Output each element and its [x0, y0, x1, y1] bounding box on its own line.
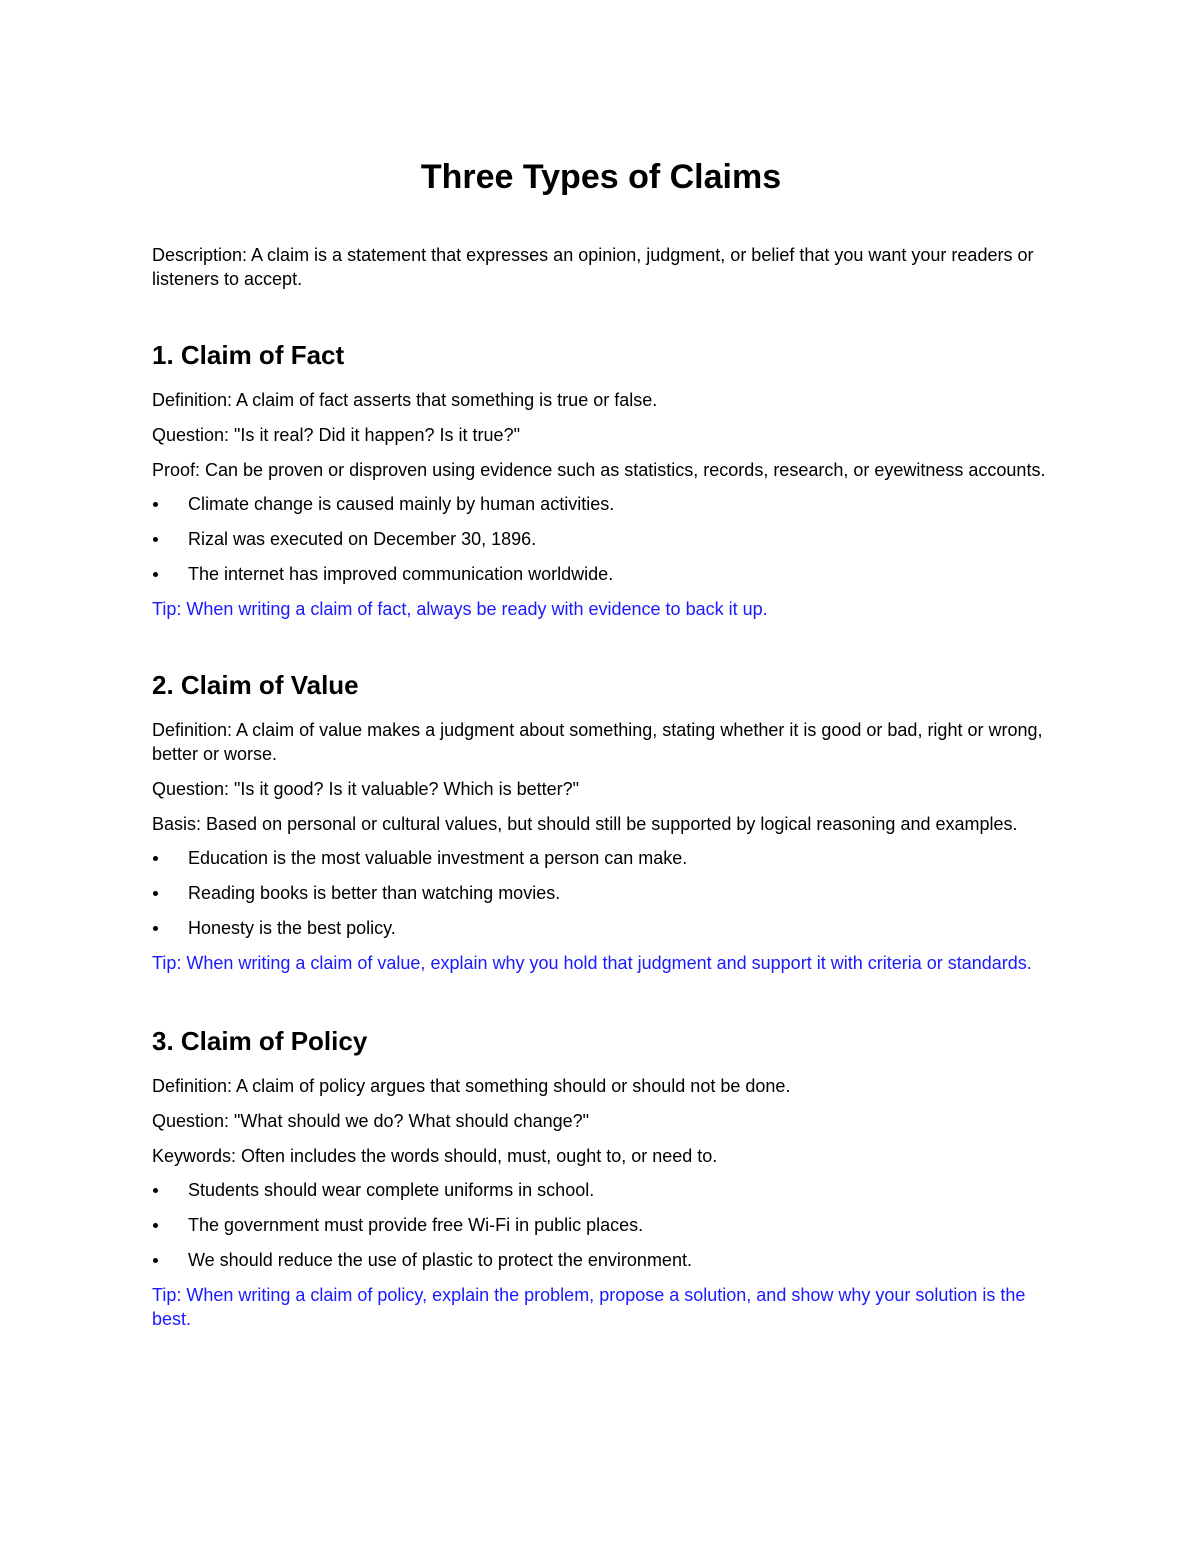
- list-item: [152, 1178, 1050, 1202]
- list-item-text: Reading books is better than watching movies.: [188, 883, 561, 903]
- list-item: [152, 916, 1050, 940]
- list-item: [152, 881, 1050, 905]
- list-item: [152, 1213, 1050, 1237]
- bullet-icon: [153, 856, 158, 861]
- list-item: [152, 492, 1050, 516]
- section-heading: 1. Claim of Fact: [152, 340, 345, 370]
- list-item: [152, 562, 1050, 586]
- list-item-text: The internet has improved communication worldwide.: [188, 564, 614, 584]
- bullet-icon: [153, 537, 158, 542]
- section-claim-of-fact: [152, 339, 1050, 621]
- bullet-icon: [153, 502, 158, 507]
- proof-text: Proof: Can be proven or disproven using evidence such as statistics, records, research, or eyewitness accounts.: [152, 460, 1046, 480]
- list-item-text: Climate change is caused mainly by human activities.: [188, 494, 615, 514]
- tip-text: Tip: When writing a claim of fact, always be ready with evidence to back it up.: [152, 599, 768, 619]
- definition-text: Definition: A claim of value makes a judgment about something, stating whether it is good or bad, right or wrong, better or worse.: [152, 720, 1043, 764]
- list-item-text: Students should wear complete uniforms in school.: [188, 1180, 595, 1200]
- list-item-text: Rizal was executed on December 30, 1896.: [188, 529, 537, 549]
- list-item: [152, 1248, 1050, 1272]
- list-item-text: The government must provide free Wi-Fi in public places.: [188, 1215, 644, 1235]
- examples-list: [152, 846, 1050, 940]
- bullet-icon: [153, 1188, 158, 1193]
- question-text: Question: "Is it real? Did it happen? Is it true?": [152, 425, 520, 445]
- question-text: Question: "Is it good? Is it valuable? Which is better?": [152, 779, 579, 799]
- tip-text: Tip: When writing a claim of value, explain why you hold that judgment and support it with criteria or standards.: [152, 953, 1032, 973]
- list-item: [152, 527, 1050, 551]
- basis-text: Basis: Based on personal or cultural values, but should still be supported by logical reasoning and examples.: [152, 814, 1018, 834]
- bullet-icon: [153, 572, 158, 577]
- bullet-icon: [153, 1258, 158, 1263]
- document-description: Description: A claim is a statement that expresses an opinion, judgment, or belief that you want your readers or listeners to accept.: [152, 245, 1034, 289]
- examples-list: [152, 1178, 1050, 1272]
- section-claim-of-value: [152, 669, 1050, 975]
- tip-text: Tip: When writing a claim of policy, explain the problem, propose a solution, and show why your solution is the best.: [152, 1285, 1026, 1329]
- section-heading: 2. Claim of Value: [152, 670, 359, 700]
- section-claim-of-policy: [152, 1025, 1050, 1331]
- list-item-text: Education is the most valuable investment a person can make.: [188, 848, 688, 868]
- definition-text: Definition: A claim of policy argues that something should or should not be done.: [152, 1076, 791, 1096]
- bullet-icon: [153, 891, 158, 896]
- list-item-text: Honesty is the best policy.: [188, 918, 396, 938]
- document-title: Three Types of Claims: [420, 158, 782, 196]
- list-item-text: We should reduce the use of plastic to protect the environment.: [188, 1250, 692, 1270]
- list-item: [152, 846, 1050, 870]
- bullet-icon: [153, 1223, 158, 1228]
- keywords-text: Keywords: Often includes the words should, must, ought to, or need to.: [152, 1146, 718, 1166]
- examples-list: [152, 492, 1050, 586]
- section-heading: 3. Claim of Policy: [152, 1026, 368, 1056]
- definition-text: Definition: A claim of fact asserts that something is true or false.: [152, 390, 658, 410]
- bullet-icon: [153, 926, 158, 931]
- question-text: Question: "What should we do? What should change?": [152, 1111, 590, 1131]
